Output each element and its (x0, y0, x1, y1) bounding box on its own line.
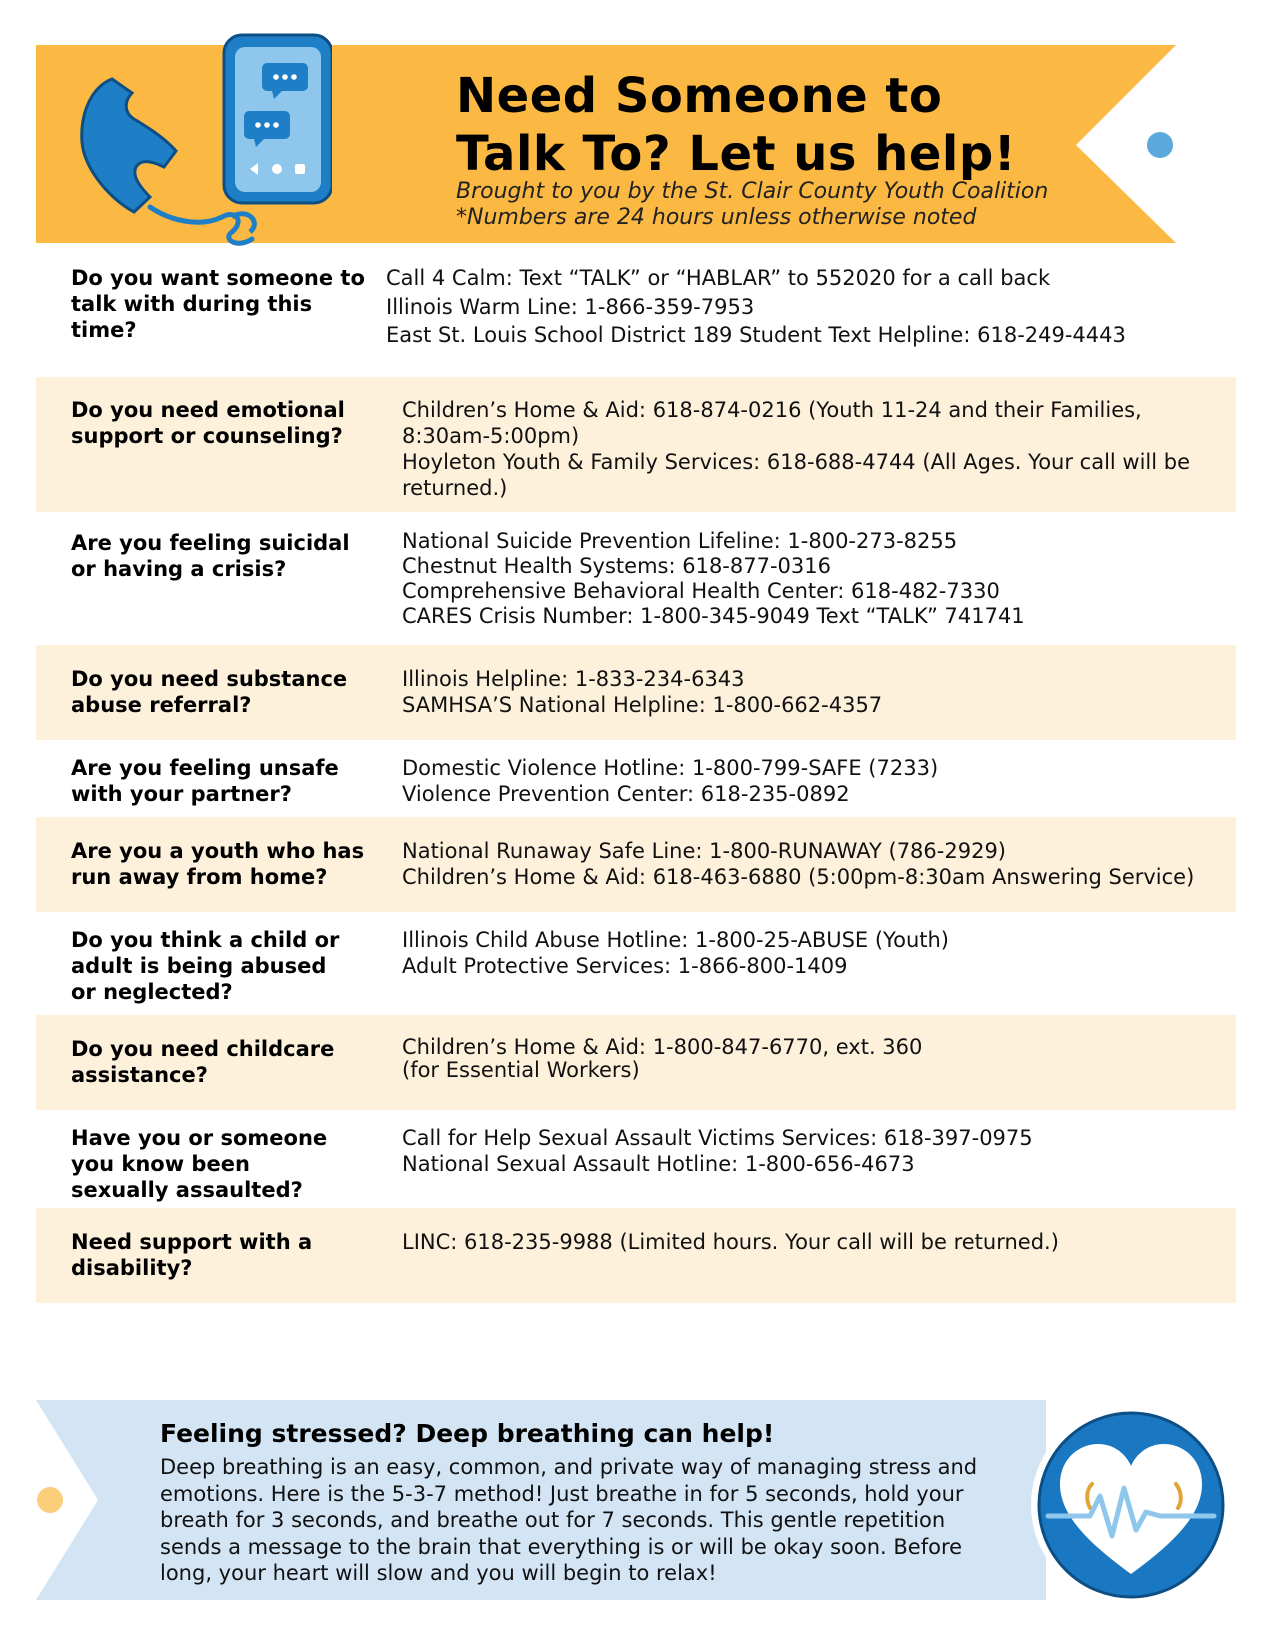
banner-dot (1147, 132, 1173, 158)
breathing-tip-title: Feeling stressed? Deep breathing can help! (160, 1419, 775, 1448)
resource-row (36, 645, 1236, 740)
footer-dot (37, 1487, 63, 1513)
answer-line: National Runaway Safe Line: 1-800-RUNAWAY (786-2929) (402, 839, 1006, 863)
resource-row (36, 255, 1236, 377)
row-answers (402, 838, 1222, 890)
answer-line: SAMHSA’S National Helpline: 1-800-662-4357 (402, 693, 883, 717)
answer-line: Call for Help Sexual Assault Victims Services: 618-397-0975 (402, 1126, 1033, 1150)
answer-line: LINC: 618-235-9988 (Limited hours. Your call will be returned.) (402, 1230, 1059, 1254)
answer-line: Domestic Violence Hotline: 1-800-799-SAFE (7233) (402, 756, 939, 780)
row-question: Are you a youth who has run away from home? (71, 839, 365, 889)
row-answers (402, 397, 1192, 501)
row-question: Are you feeling suicidal or having a crisis? (71, 531, 350, 581)
row-question: Do you need emotional support or counseling? (71, 398, 345, 448)
answer-line: East St. Louis School District 189 Student Text Helpline: 618-249-4443 (386, 323, 1126, 347)
row-answers (402, 1036, 1222, 1082)
resource-row (36, 1015, 1236, 1110)
heartbeat-icon (1030, 1404, 1232, 1606)
row-question: Do you need substance abuse referral? (71, 667, 348, 717)
resource-row (36, 817, 1236, 912)
answer-line: Children’s Home & Aid: 618-463-6880 (5:00pm-8:30am Answering Service) (402, 865, 1195, 889)
row-answers (402, 755, 1222, 807)
title-line-2: Talk To? Let us help! (456, 126, 1017, 182)
answer-line: Children’s Home & Aid: 1-800-847-6770, ext. 360 (402, 1035, 923, 1059)
answer-line: Children’s Home & Aid: 618-874-0216 (Youth 11-24 and their Families, 8:30am-5:00pm) (402, 398, 1142, 448)
answer-line: Chestnut Health Systems: 618-877-0316 (402, 554, 831, 578)
answer-line: Adult Protective Services: 1-866-800-1409 (402, 954, 848, 978)
answer-line: Illinois Warm Line: 1-866-359-7953 (386, 294, 755, 319)
subtitle-coalition: Brought to you by the St. Clair County Youth Coalition (456, 179, 1049, 204)
row-answers (402, 1125, 1222, 1177)
answer-line: Illinois Helpline: 1-833-234-6343 (402, 667, 745, 691)
header-banner (36, 45, 1236, 255)
answer-line: Comprehensive Behavioral Health Center: 618-482-7330 (402, 579, 1000, 603)
row-answers (386, 264, 1206, 350)
row-answers (402, 1229, 1222, 1255)
subtitle-hours-note: *Numbers are 24 hours unless otherwise noted (456, 205, 977, 230)
resource-row (36, 377, 1236, 512)
answer-line: Call 4 Calm: Text “TALK” or “HABLAR” to 552020 for a call back (386, 266, 1051, 290)
row-question: Have you or someone you know been sexually assaulted? (71, 1126, 328, 1202)
answer-line: Violence Prevention Center: 618-235-0892 (402, 782, 850, 806)
resource-row (36, 740, 1236, 817)
row-question: Do you need childcare assistance? (71, 1037, 335, 1087)
phone-and-chat-icon (72, 17, 332, 252)
resource-row (36, 1110, 1236, 1208)
answer-line: National Suicide Prevention Lifeline: 1-800-273-8255 (402, 529, 958, 553)
row-question: Do you think a child or adult is being abused or neglected? (71, 928, 340, 1004)
breathing-tip-body: Deep breathing is an easy, common, and private way of managing stress and emotions. Here is the 5-3-7 method! Just breathe in for 5 seconds, hold your breath for 3 seconds, and breathe out for 7 seconds. This gentle repetition sends a message to the brain that everything is or will be okay soon. Before long, your heart will slow and you will begin to relax! (160, 1455, 978, 1585)
resource-row (36, 912, 1236, 1015)
row-answers (402, 927, 1222, 979)
answer-line: Illinois Child Abuse Hotline: 1-800-25-ABUSE (Youth) (402, 928, 949, 952)
answer-line: Hoyleton Youth & Family Services: 618-688-4744 (All Ages. Your call will be returned.) (402, 450, 1191, 500)
row-question: Need support with a disability? (71, 1230, 313, 1280)
page-subtitle (456, 179, 1048, 231)
title-line-1: Need Someone to (456, 68, 943, 124)
answer-line: CARES Crisis Number: 1-800-345-9049 Text “TALK” 741741 (402, 604, 1025, 628)
page-title (456, 67, 1016, 183)
answer-line: National Sexual Assault Hotline: 1-800-656-4673 (402, 1152, 915, 1176)
answer-line: (for Essential Workers) (402, 1058, 640, 1082)
row-question: Are you feeling unsafe with your partner? (71, 756, 339, 806)
resource-row (36, 1208, 1236, 1303)
resource-row (36, 512, 1236, 645)
smartphone-chat-icon (224, 35, 332, 203)
row-answers (402, 666, 1222, 718)
breathing-tip-banner (36, 1400, 1236, 1610)
row-question: Do you want someone to talk with during this time? (71, 266, 365, 342)
row-answers (402, 529, 1222, 629)
